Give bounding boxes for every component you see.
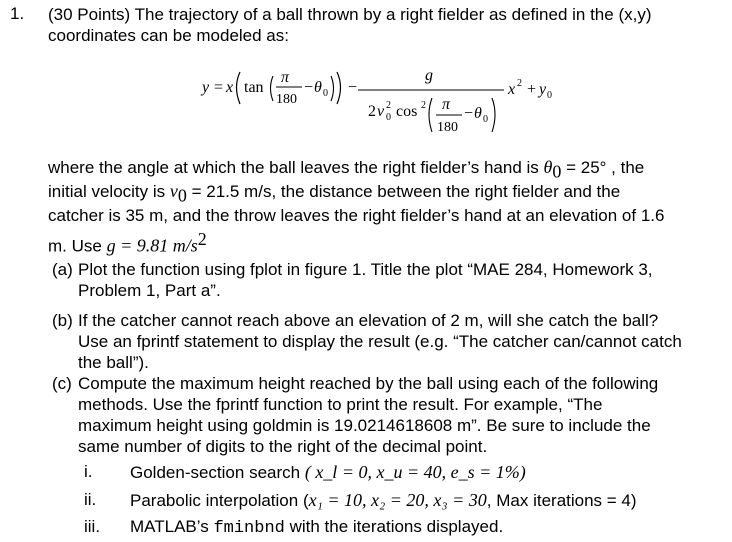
eq-denom-pi: π	[442, 96, 451, 113]
eq-x: x	[226, 79, 234, 96]
method-i: i. Golden-section search ( x_l = 0, x_u = 40, e_s = 1%)	[84, 462, 526, 482]
part-a: (a) Plot the function using fplot in figure 1. Title the plot “MAE 284, Homework 3, Problem 1, Part a”.	[52, 260, 653, 300]
eq-denom-2: 2	[368, 103, 376, 120]
eq-theta0-sub: 0	[323, 88, 328, 99]
eq-g: g	[425, 67, 433, 84]
eq-denom-v-sup: 2	[386, 100, 391, 111]
eq-lhs-y: y	[202, 79, 210, 96]
method-iii: iii. MATLAB’s fminbnd with the iterations displayed.	[84, 517, 504, 538]
eq-denom-left-paren	[429, 98, 432, 132]
description-line2: initial velocity is $v_0 = 21.5$ m/s, the distance between the right fielder and the	[48, 181, 621, 206]
eq-inner-right-paren	[331, 76, 334, 101]
description-line4: m. Use g = 9.81 $m/s^2$	[48, 229, 207, 256]
eq-denom-180: 180	[437, 120, 458, 135]
eq-denom-minus: −	[464, 105, 474, 122]
eq-denom-right-paren	[492, 98, 495, 132]
problem-number: 1.	[10, 4, 25, 23]
eq-denom-theta: θ	[474, 105, 482, 122]
eq-tan: tan	[244, 79, 264, 96]
eq-denom-v: v	[377, 103, 385, 120]
eq-denom-v-sub: 0	[386, 112, 391, 123]
eq-cos-sup: 2	[421, 100, 426, 111]
part-c: (c) Compute the maximum height reached by the ball using each of the following methods. Use the fprintf function to print the result. For example, “The maximum height using goldmin is 19.0214618608 m”. Be sure to include the same number of digits to the right of the decimal point.	[52, 374, 659, 456]
eq-outer-right-paren	[337, 72, 341, 104]
eq-180: 180	[276, 92, 297, 107]
eq-denom-theta-sub: 0	[483, 114, 488, 125]
eq-theta0: θ	[314, 79, 322, 96]
description-line3: catcher is 35 m, and the throw leaves the right fielder’s hand at an elevation of 1.6	[48, 206, 665, 225]
eq-x2-sup: 2	[517, 78, 522, 89]
eq-x2: x	[508, 81, 516, 98]
eq-plus: +	[527, 81, 537, 98]
eq-pi: π	[281, 69, 290, 86]
eq-minus2: −	[348, 79, 358, 96]
description-line1: where the angle at which the ball leaves the right fielder’s hand is $\theta_0 = 25^\circ$ , the	[48, 157, 645, 182]
method-ii: ii. Parabolic interpolation (x₁ = 10, x₂ = 20, x₃ = 30, Max iterations = 4)	[84, 490, 637, 510]
part-b: (b) If the catcher cannot reach above an elevation of 2 m, will she catch the ball? Use an fprintf statement to display the result (e.g. “The catcher can/cannot catch the ball”).	[52, 311, 682, 372]
eq-inner-left-paren	[271, 76, 274, 101]
eq-minus: −	[304, 79, 314, 96]
problem-intro-line1: (30 Points) The trajectory of a ball thrown by a right fielder as defined in the (x,y)	[48, 5, 652, 24]
problem-intro-line2: coordinates can be modeled as:	[48, 26, 289, 45]
eq-y0: y	[539, 81, 547, 98]
eq-cos: cos	[396, 103, 418, 120]
eq-equals: =	[214, 79, 224, 96]
eq-y0-sub: 0	[547, 90, 552, 101]
eq-outer-left-paren	[237, 72, 241, 104]
trajectory-equation	[200, 60, 620, 140]
